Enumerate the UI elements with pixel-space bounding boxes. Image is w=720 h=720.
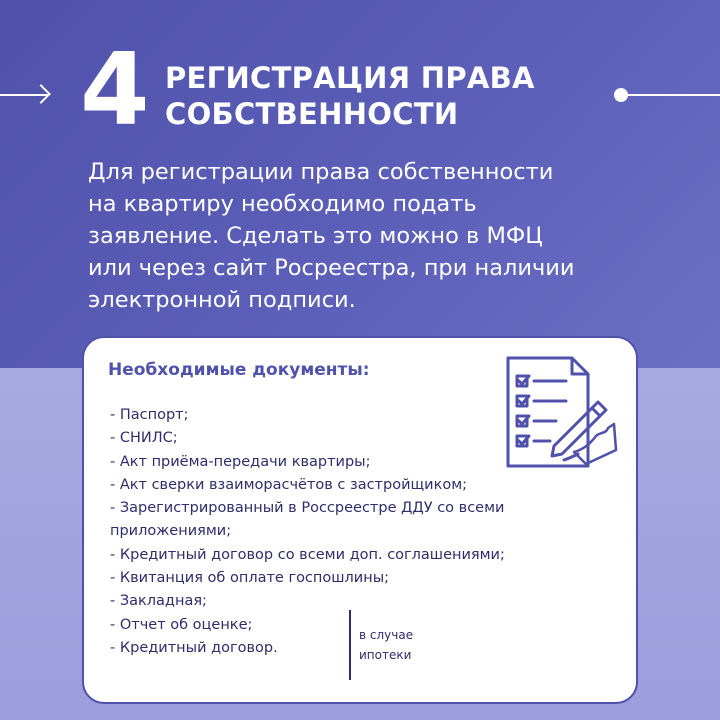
intro-line: на квартиру необходимо подать (88, 191, 477, 217)
page-title (165, 60, 595, 132)
documents-list (110, 404, 505, 660)
intro-line: или через сайт Росреестра, при наличии (88, 255, 575, 281)
page-title-line: СОБСТВЕННОСТИ (165, 97, 459, 131)
documents-card (82, 336, 638, 704)
list-item: - Паспорт; (110, 407, 189, 423)
list-item: - Кредитный договор со всеми доп. соглашениями; (110, 546, 505, 563)
dot-icon (614, 88, 628, 102)
list-item: - Кредитный договор. (110, 639, 278, 656)
list-item: - СНИЛС; (110, 430, 178, 447)
intro-line: заявление. Сделать это можно в МФЦ (88, 223, 543, 249)
intro-paragraph (88, 156, 668, 316)
list-item: - Акт приёма-передачи квартиры; (110, 453, 371, 470)
list-item: - Зарегистрированный в Россреестре ДДУ со всеми (110, 500, 505, 517)
list-item: - Отчет об оценке; (110, 616, 253, 633)
mortgage-note (359, 625, 413, 665)
list-item: - Акт сверки взаиморасчётов с застройщиком; (110, 476, 468, 493)
note-line: ипотеки (359, 648, 412, 662)
decorative-line (622, 94, 720, 96)
list-item: - Закладная; (110, 593, 207, 610)
list-item: - Квитанция об оплате госпошлины; (110, 570, 390, 587)
page-title-line: РЕГИСТРАЦИЯ ПРАВА (165, 61, 535, 95)
note-line: в случае (359, 628, 414, 642)
divider (349, 610, 351, 680)
intro-line: Для регистрации права собственности (88, 159, 554, 185)
intro-line: электронной подписи. (88, 287, 356, 313)
step-number: 4 (80, 31, 150, 148)
document-checklist-pen-icon (504, 354, 622, 474)
card-title: Необходимые документы: (108, 360, 370, 380)
list-item: приложениями; (110, 523, 232, 540)
